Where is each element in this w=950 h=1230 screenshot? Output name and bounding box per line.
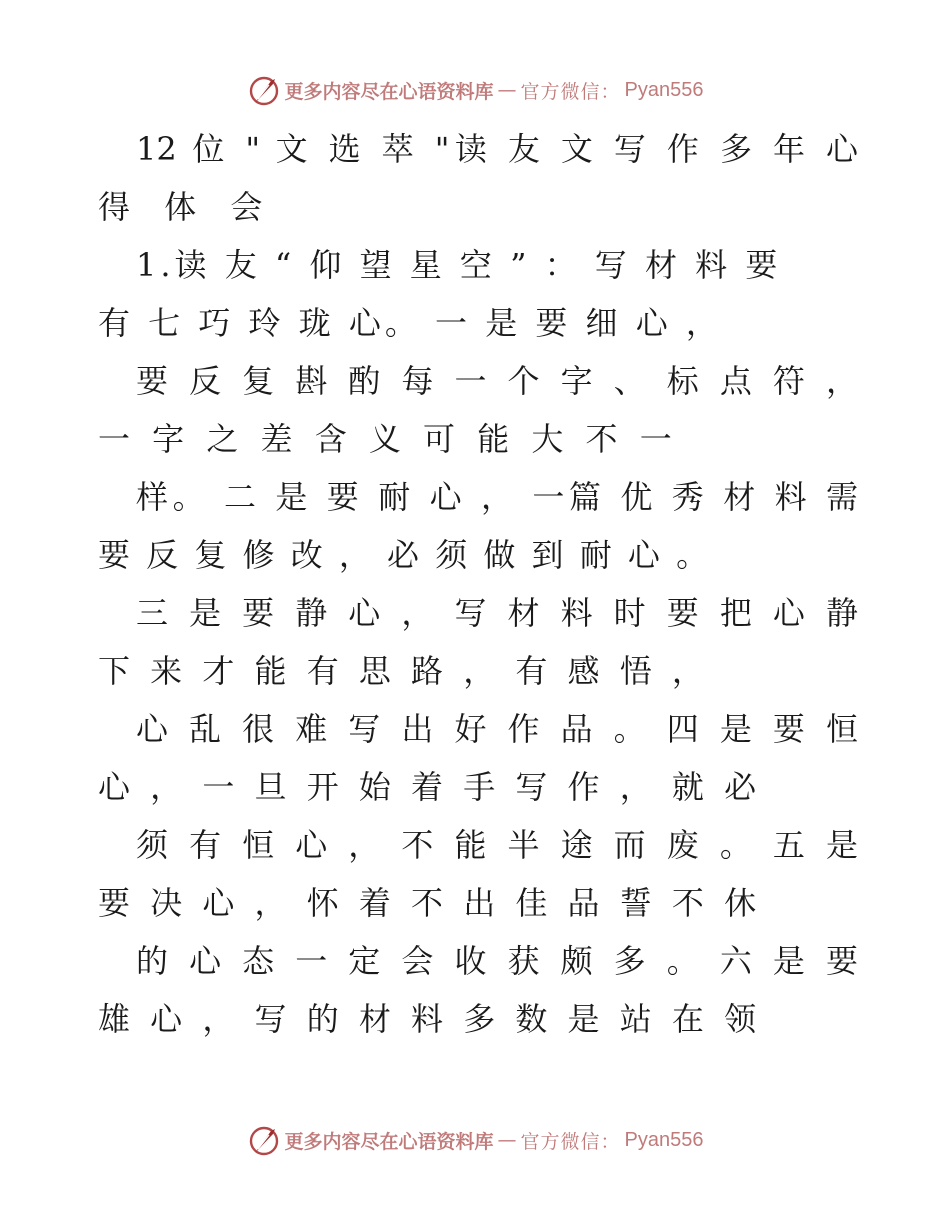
watermark-dash: —	[497, 79, 517, 101]
text-line: 要 决 心 ， 怀 着 不 出 佳 品 誓 不 休	[98, 884, 762, 922]
watermark-site-text: 更多内容尽在心语资料库	[284, 1130, 494, 1153]
text-line: 样。 二 是 要 耐 心 ， 一篇 优 秀 材 料 需	[136, 478, 858, 516]
watermark-wechat-id: Pyan556	[624, 78, 704, 101]
text-line: 一 字 之 差 含 义 可 能 大 不 一	[98, 420, 678, 458]
watermark-wechat-id: Pyan556	[624, 1128, 704, 1151]
text-line: 有 七 巧 玲 珑 心。 一 是 要 细 心 ，	[98, 304, 722, 342]
footer-watermark-banner	[0, 1120, 950, 1160]
text-line: 得 体 会	[98, 188, 275, 226]
text-line: 12 位 " 文 选 萃 "读 友 文 写 作 多 年 心	[136, 130, 858, 168]
watermark-site-text: 更多内容尽在心语资料库	[284, 80, 494, 103]
text-line: 三 是 要 静 心 ， 写 材 料 时 要 把 心 静	[136, 594, 858, 632]
quill-logo-icon	[247, 73, 281, 107]
document-body	[98, 120, 858, 1048]
text-line: 要 反 复 修 改 ， 必 须 做 到 耐 心 。	[98, 536, 712, 574]
text-line: 须 有 恒 心 ， 不 能 半 途 而 废 。 五 是	[136, 826, 858, 864]
text-line: 雄 心 ， 写 的 材 料 多 数 是 站 在 领	[98, 1000, 762, 1038]
text-line: 要 反 复 斟 酌 每 一 个 字 、 标 点 符 ，	[136, 362, 858, 400]
watermark-official-label: 官方微信：	[520, 80, 621, 103]
watermark-dash: —	[497, 1129, 517, 1151]
text-line: 的 心 态 一 定 会 收 获 颇 多 。 六 是 要	[136, 942, 858, 980]
footer-watermark	[247, 1123, 704, 1157]
quill-logo-icon	[247, 1123, 281, 1157]
text-line: 下 来 才 能 有 思 路 ， 有 感 悟 ，	[98, 652, 709, 690]
text-line: 心 ， 一 旦 开 始 着 手 写 作 ， 就 必	[98, 768, 762, 806]
text-line: 心 乱 很 难 写 出 好 作 品 。 四 是 要 恒	[136, 710, 858, 748]
header-watermark	[247, 73, 704, 107]
watermark-official-label: 官方微信：	[520, 1130, 621, 1153]
header-watermark-banner	[0, 70, 950, 110]
text-line: 1.读 友 “ 仰 望 星 空 ” ： 写 材 料 要	[136, 246, 782, 284]
